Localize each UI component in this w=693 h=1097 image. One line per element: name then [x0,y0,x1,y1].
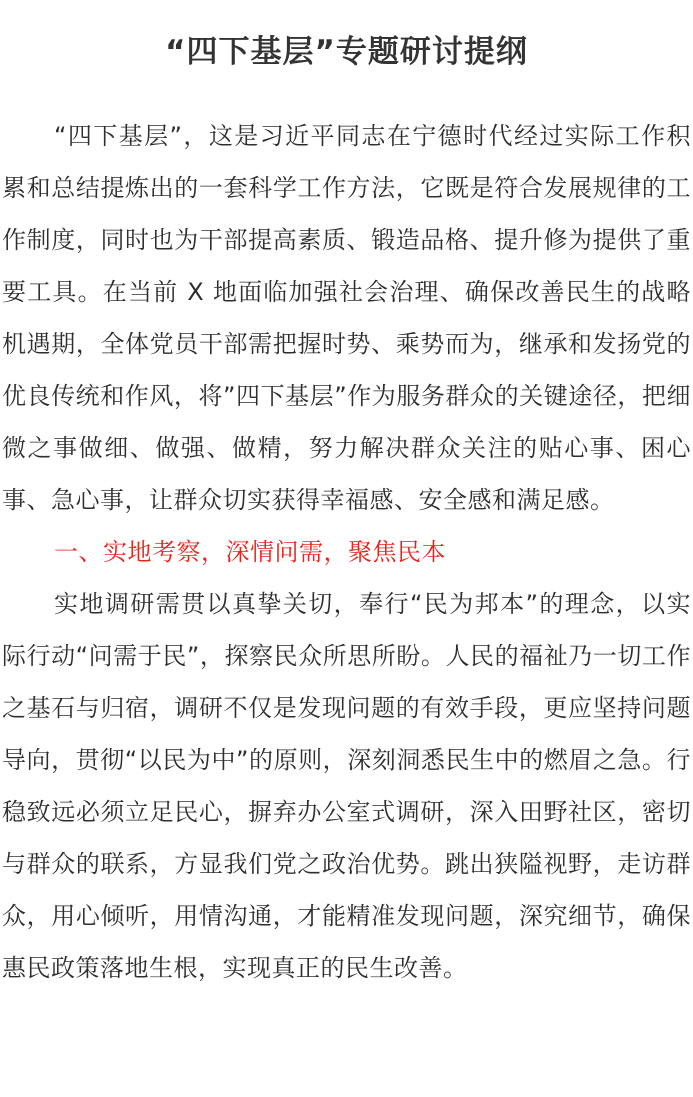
article-title: “四下基层”专题研讨提纲 [165,34,528,70]
section-heading: 一、实地考察，深情问需，聚焦民本 [54,538,446,566]
section-paragraph: 实地调研需贯以真挚关切，奉行“民为邦本”的理念，以实际行动“问需于民”，探察民众所思所盼。人民的福祉乃一切工作之基石与归宿，调研不仅是发现问题的有效手段，更应坚持问题导向，贯彻“以民为中”的原则，深刻洞悉民生中的燃眉之急。行稳致远必须立足民心，摒弃办公室式调研，深入田野社区，密切与群众的联系，方显我们党之政治优势。跳出狭隘视野，走访群众，用心倾听，用情沟通，才能精准发现问题，深究细节，确保惠民政策落地生根，实现真正的民生改善。 [2,590,691,982]
intro-paragraph: “四下基层”，这是习近平同志在宁德时代经过实际工作积累和总结提炼出的一套科学工作方法，它既是符合发展规律的工作制度，同时也为干部提高素质、锻造品格、提升修为提供了重要工具。在当前 X 地面临加强社会治理、确保改善民生的战略机遇期，全体党员干部需把握时势、乘势而为，继承和发扬党的优良传统和作风，将”四下基层”作为服务群众的关键途径，把细微之事做细、做强、做精，努力解决群众关注的贴心事、困心事、急心事，让群众切实获得幸福感、安全感和满足感。 [2,122,691,514]
article-body [2,110,691,994]
